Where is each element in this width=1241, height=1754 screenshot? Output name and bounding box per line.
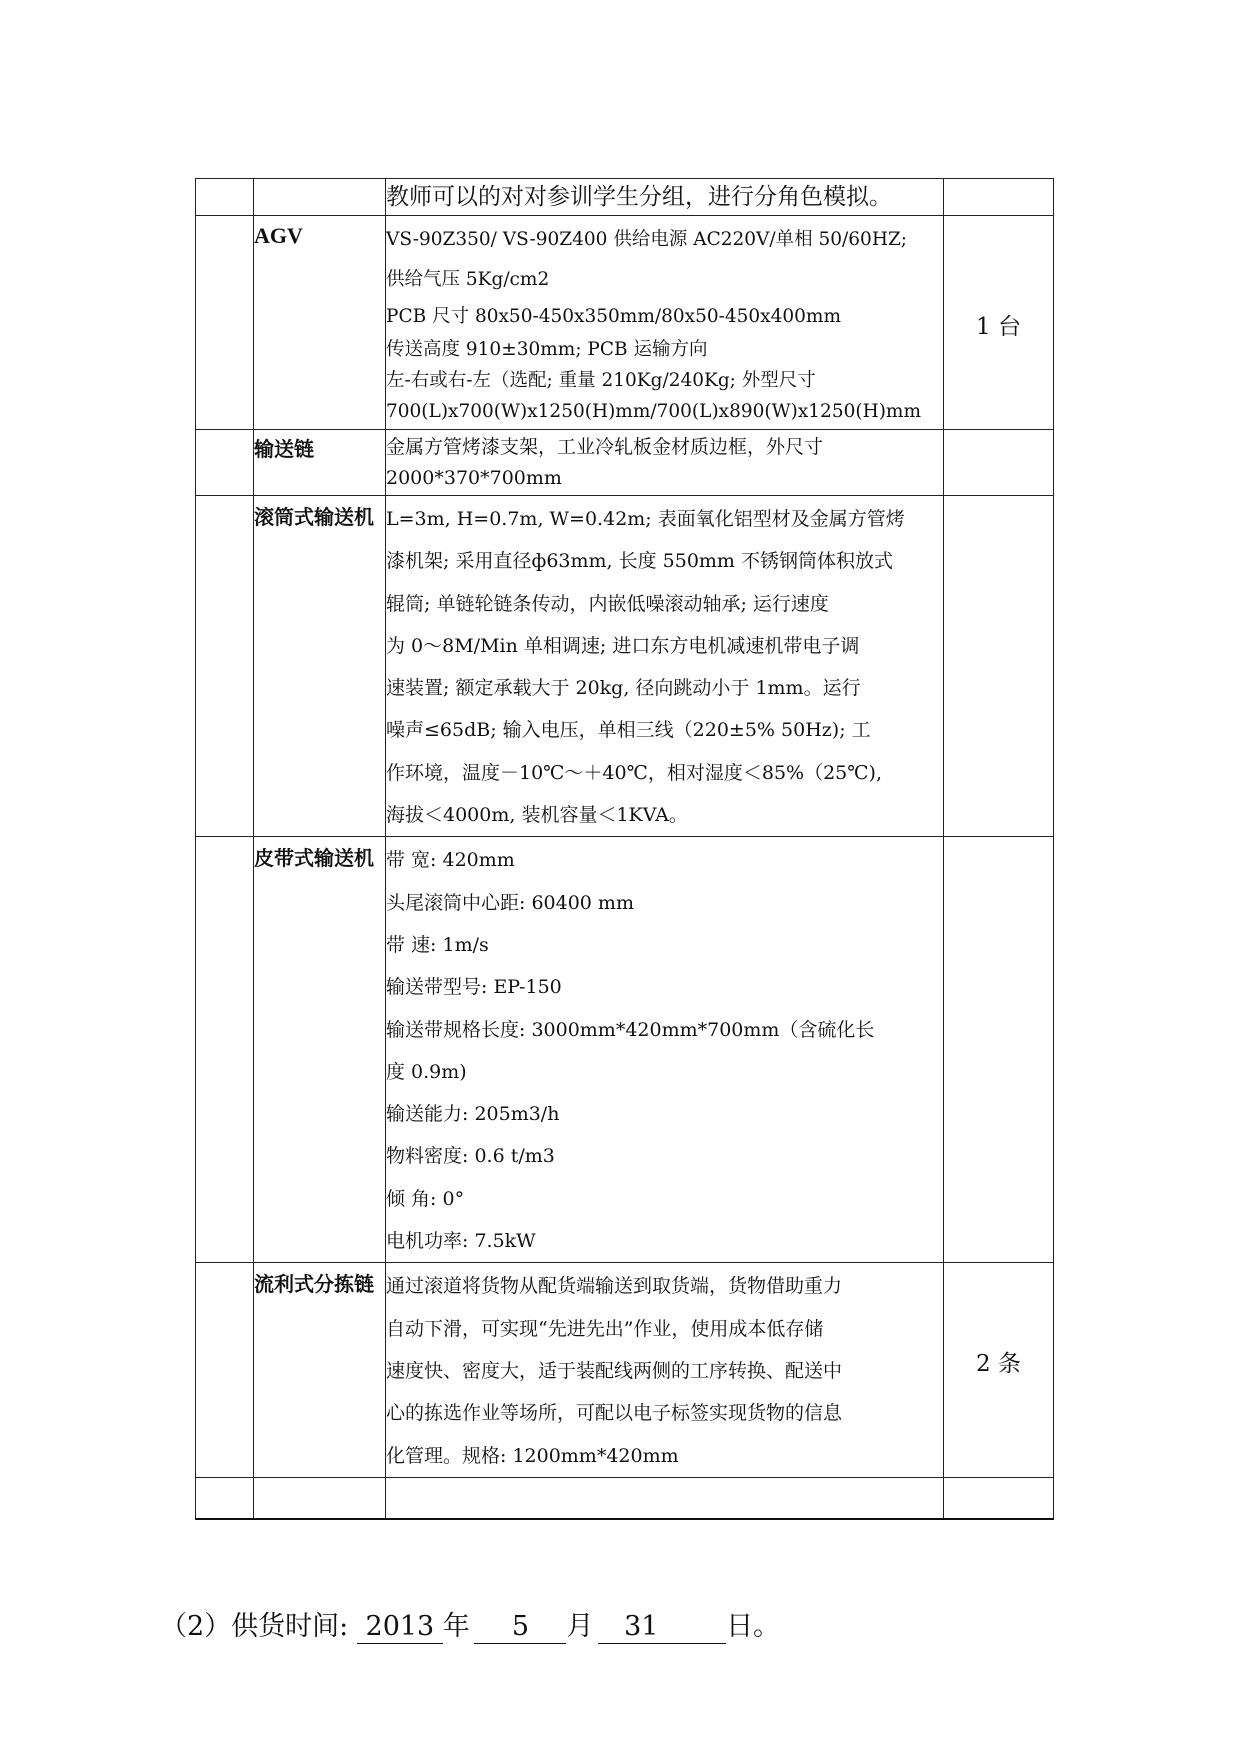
index-cell (196, 1263, 254, 1477)
desc-line: 辊筒; 单链轮链条传动，内嵌低噪滚动轴承; 运行速度 (386, 592, 829, 615)
desc-cell (386, 430, 944, 496)
index-cell (196, 430, 254, 496)
qty-cell (944, 496, 1054, 837)
delivery-month: 5 (474, 1611, 566, 1644)
desc-line: 输送能力: 205m3/h (386, 1103, 560, 1126)
desc-line: 噪声≤65dB; 输入电压，单相三线（220±5% 50Hz); 工 (386, 719, 871, 742)
qty-cell (944, 430, 1054, 496)
equipment-spec-table (195, 178, 1054, 1520)
desc-line: 海拔＜4000m, 装机容量＜1KVA。 (386, 804, 688, 827)
table-row (196, 216, 1054, 430)
desc-line: 传送高度 910±30mm; PCB 运输方向 (386, 339, 708, 360)
desc-line: 速度快、密度大，适于装配线两侧的工序转换、配送中 (386, 1359, 843, 1382)
index-cell (196, 216, 254, 430)
desc-cell (386, 179, 944, 216)
desc-line: 带 宽: 420mm (386, 849, 515, 872)
desc-line: 物料密度: 0.6 t/m3 (386, 1145, 555, 1168)
desc-cell (386, 837, 944, 1263)
desc-line: 700(L)x700(W)x1250(H)mm/700(L)x890(W)x1250(H)mm (386, 401, 922, 422)
qty-cell: 2 条 (944, 1263, 1054, 1477)
table-row (196, 430, 1054, 496)
desc-line: 倾 角: 0° (386, 1187, 465, 1210)
desc-line: 作环境，温度－10℃～＋40℃，相对湿度＜85%（25℃), (386, 761, 882, 784)
qty-cell: 1 台 (944, 216, 1054, 430)
desc-line: 教师可以的对对参训学生分组，进行分角色模拟。 (386, 184, 892, 210)
qty-cell (944, 837, 1054, 1263)
year-unit: 年 (442, 1611, 470, 1642)
desc-line: 供给气压 5Kg/cm2 (386, 269, 550, 290)
desc-cell (386, 216, 944, 430)
desc-line: 度 0.9m) (386, 1060, 467, 1083)
desc-line: 速装置; 额定承载大于 20kg, 径向跳动小于 1mm。运行 (386, 677, 861, 700)
table-row (196, 1477, 1054, 1519)
name-cell: AGV (254, 216, 386, 430)
delivery-day: 31 (598, 1611, 726, 1644)
desc-line: 为 0～8M/Min 单相调速; 进口东方电机减速机带电子调 (386, 634, 860, 657)
desc-line: 漆机架; 采用直径ф63mm, 长度 550mm 不锈钢筒体积放式 (386, 550, 893, 573)
desc-line: 输送带型号: EP-150 (386, 976, 562, 999)
table-row (196, 1263, 1054, 1477)
table-row (196, 496, 1054, 837)
desc-line: 金属方管烤漆支架，工业冷轧板金材质边框，外尺寸 (386, 436, 824, 458)
table-row (196, 837, 1054, 1263)
index-cell (196, 496, 254, 837)
name-cell: 滚筒式输送机 (254, 496, 386, 837)
desc-line: 带 速: 1m/s (386, 933, 489, 956)
desc-cell (386, 1263, 944, 1477)
name-cell: 皮带式输送机 (254, 837, 386, 1263)
day-unit: 日。 (726, 1611, 781, 1642)
qty-cell (944, 179, 1054, 216)
index-cell (196, 837, 254, 1263)
desc-line: 通过滚道将货物从配货端输送到取货端，货物借助重力 (386, 1275, 843, 1298)
name-cell (254, 179, 386, 216)
name-cell: 流利式分拣链 (254, 1263, 386, 1477)
desc-line: 心的拣选作业等场所，可配以电子标签实现货物的信息 (386, 1402, 843, 1425)
desc-line: 输送带规格长度: 3000mm*420mm*700mm（含硫化长 (386, 1018, 875, 1041)
desc-line: VS-90Z350/ VS-90Z400 供给电源 AC220V/单相 50/60HZ; (386, 229, 908, 250)
delivery-time-line (160, 1604, 780, 1644)
desc-cell (386, 1477, 944, 1519)
desc-line: 电机功率: 7.5kW (386, 1230, 536, 1253)
desc-line: 左-右或右-左（选配; 重量 210Kg/240Kg; 外型尺寸 (386, 370, 816, 391)
table-row (196, 179, 1054, 216)
desc-cell (386, 496, 944, 837)
desc-line: 化管理。规格: 1200mm*420mm (386, 1444, 679, 1467)
desc-line: 头尾滚筒中心距: 60400 mm (386, 891, 634, 914)
qty-cell (944, 1477, 1054, 1519)
desc-line: 自动下滑，可实现“先进先出”作业，使用成本低存储 (386, 1317, 824, 1340)
name-cell (254, 1477, 386, 1519)
month-unit: 月 (566, 1611, 594, 1642)
delivery-time-label: （2）供货时间: (160, 1611, 349, 1642)
desc-line: 2000*370*700mm (386, 467, 562, 489)
delivery-year: 2013 (357, 1611, 443, 1644)
desc-line: L=3m, H=0.7m, W=0.42m; 表面氧化铝型材及金属方管烤 (386, 508, 905, 530)
name-cell: 输送链 (254, 430, 386, 496)
index-cell (196, 179, 254, 216)
desc-line: PCB 尺寸 80x50-450x350mm/80x50-450x400mm (386, 306, 842, 327)
index-cell (196, 1477, 254, 1519)
